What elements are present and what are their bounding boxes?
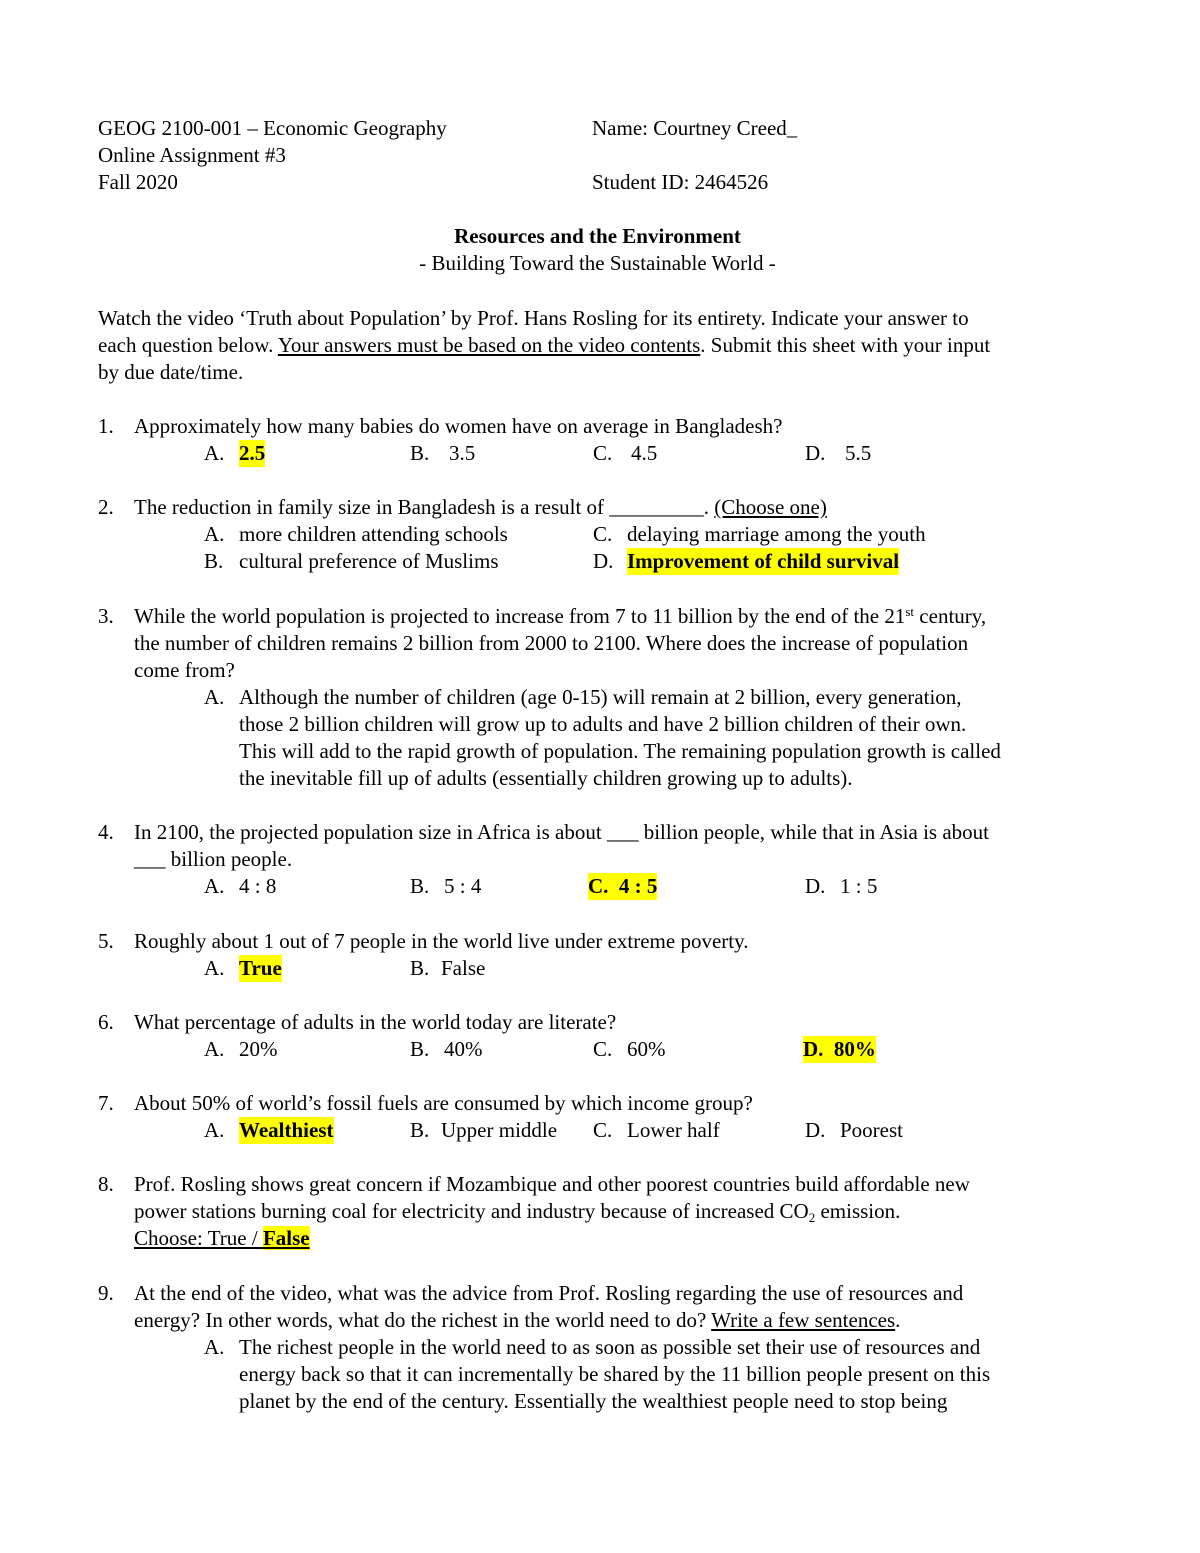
option-text: delaying marriage among the youth [627, 522, 926, 546]
page-subtitle: - Building Toward the Sustainable World - [419, 251, 776, 275]
option-text: 4.5 [631, 441, 658, 465]
option-letter: A. [204, 1335, 225, 1359]
intro-line-3: by due date/time. [98, 360, 244, 384]
choose-line: Choose: True / False [134, 1226, 310, 1250]
question-text: power stations burning coal for electricity and industry because of increased $CO_2$ emission. [134, 1199, 901, 1225]
question-text: In 2100, the projected population size in Africa is about ___ billion people, while that in Asia is about [134, 820, 990, 844]
option-letter: A. [204, 1118, 225, 1142]
question-number: 8. [98, 1172, 114, 1196]
option-letter: D. [805, 874, 826, 898]
question-text: ___ billion people. [134, 847, 293, 871]
option-letter: C. [593, 1037, 613, 1061]
question-text: Approximately how many babies do women have on average in Bangladesh? [134, 414, 783, 438]
option-letter: D. [593, 549, 614, 573]
option-letter: C. [593, 441, 613, 465]
question-text: Roughly about 1 out of 7 people in the world live under extreme poverty. [134, 929, 749, 953]
option-letter: B. [410, 1118, 430, 1142]
answer-text: those 2 billion children will grow up to adults and have 2 billion children of their own. [239, 712, 967, 736]
option-text: 3.5 [449, 441, 476, 465]
course-title: GEOG 2100-001 – Economic Geography [98, 116, 447, 140]
option-text: Poorest [840, 1118, 903, 1142]
question-number: 1. [98, 414, 114, 438]
option-letter: A. [204, 1037, 225, 1061]
selected-answer: Wealthiest [239, 1118, 334, 1142]
question-text: energy? In other words, what do the richest in the world need to do? Write a few sentences. [134, 1308, 901, 1332]
option-text: 4 : 8 [239, 874, 277, 898]
question-text: At the end of the video, what was the advice from Prof. Rosling regarding the use of resources and [134, 1281, 964, 1305]
question-text: The reduction in family size in Bangladesh is a result of _________. (Choose one) [134, 495, 827, 519]
question-number: 5. [98, 929, 114, 953]
assignment-label: Online Assignment #3 [98, 143, 286, 167]
option-letter: C. [593, 522, 613, 546]
option-text: 1 : 5 [840, 874, 878, 898]
option-text: more children attending schools [239, 522, 508, 546]
student-id: Student ID: 2464526 [592, 170, 769, 194]
option-text: cultural preference of Muslims [239, 549, 499, 573]
option-letter: A. [204, 441, 225, 465]
option-text: 20% [239, 1037, 278, 1061]
selected-answer: Improvement of child survival [627, 549, 900, 573]
option-text: 5.5 [845, 441, 872, 465]
selected-answer: False [262, 1226, 310, 1250]
answer-text: the inevitable fill up of adults (essentially children growing up to adults). [239, 766, 853, 790]
question-text: About 50% of world’s fossil fuels are consumed by which income group? [134, 1091, 753, 1115]
intro-line-2: each question below. Your answers must be based on the video contents. Submit this sheet with your input [98, 333, 991, 357]
answer-text: This will add to the rapid growth of population. The remaining population growth is called [239, 739, 1001, 763]
answer-text: planet by the end of the century. Essentially the wealthiest people need to stop being [239, 1389, 948, 1413]
option-letter: A. [204, 874, 225, 898]
intro-line-1: Watch the video ‘Truth about Population’ by Prof. Hans Rosling for its entirety. Indicate your answer to [98, 306, 969, 330]
question-text: the number of children remains 2 billion from 2000 to 2100. Where does the increase of population [134, 631, 969, 655]
option-letter: B. [410, 956, 430, 980]
student-name: Name: Courtney Creed_ [592, 116, 798, 140]
option-letter: C. [593, 1118, 613, 1142]
selected-answer: 2.5 [239, 441, 266, 465]
question-number: 6. [98, 1010, 114, 1034]
question-number: 4. [98, 820, 114, 844]
option-letter: B. [410, 874, 430, 898]
selected-answer: True [239, 956, 282, 980]
option-letter: B. [204, 549, 224, 573]
term-label: Fall 2020 [98, 170, 178, 194]
question-number: 3. [98, 604, 114, 628]
question-text: come from? [134, 658, 235, 682]
option-letter: A. [204, 956, 225, 980]
question-number: 7. [98, 1091, 114, 1115]
question-text: Prof. Rosling shows great concern if Mozambique and other poorest countries build affordable new [134, 1172, 970, 1196]
question-number: 9. [98, 1281, 114, 1305]
selected-answer: C. 4 : 5 [588, 874, 658, 898]
option-text: 40% [444, 1037, 483, 1061]
option-letter: D. [805, 1118, 826, 1142]
selected-answer: D. 80% [803, 1037, 876, 1061]
question-text: What percentage of adults in the world today are literate? [134, 1010, 617, 1034]
answer-text: Although the number of children (age 0-15) will remain at 2 billion, every generation, [239, 685, 962, 709]
option-letter: A. [204, 685, 225, 709]
page-title: Resources and the Environment [454, 224, 741, 248]
question-number: 2. [98, 495, 114, 519]
option-letter: D. [805, 441, 826, 465]
option-text: Lower half [627, 1118, 720, 1142]
option-text: Upper middle [441, 1118, 558, 1142]
question-text: While the world population is projected to increase from 7 to 11 billion by the end of the 21st century, [134, 604, 987, 628]
option-text: False [441, 956, 486, 980]
option-letter: B. [410, 441, 430, 465]
option-text: 60% [627, 1037, 666, 1061]
answer-text: energy back so that it can incrementally be shared by the 11 billion people present on this [239, 1362, 991, 1386]
answer-text: The richest people in the world need to as soon as possible set their use of resources and [239, 1335, 981, 1359]
option-text: 5 : 4 [444, 874, 482, 898]
option-letter: A. [204, 522, 225, 546]
option-letter: B. [410, 1037, 430, 1061]
